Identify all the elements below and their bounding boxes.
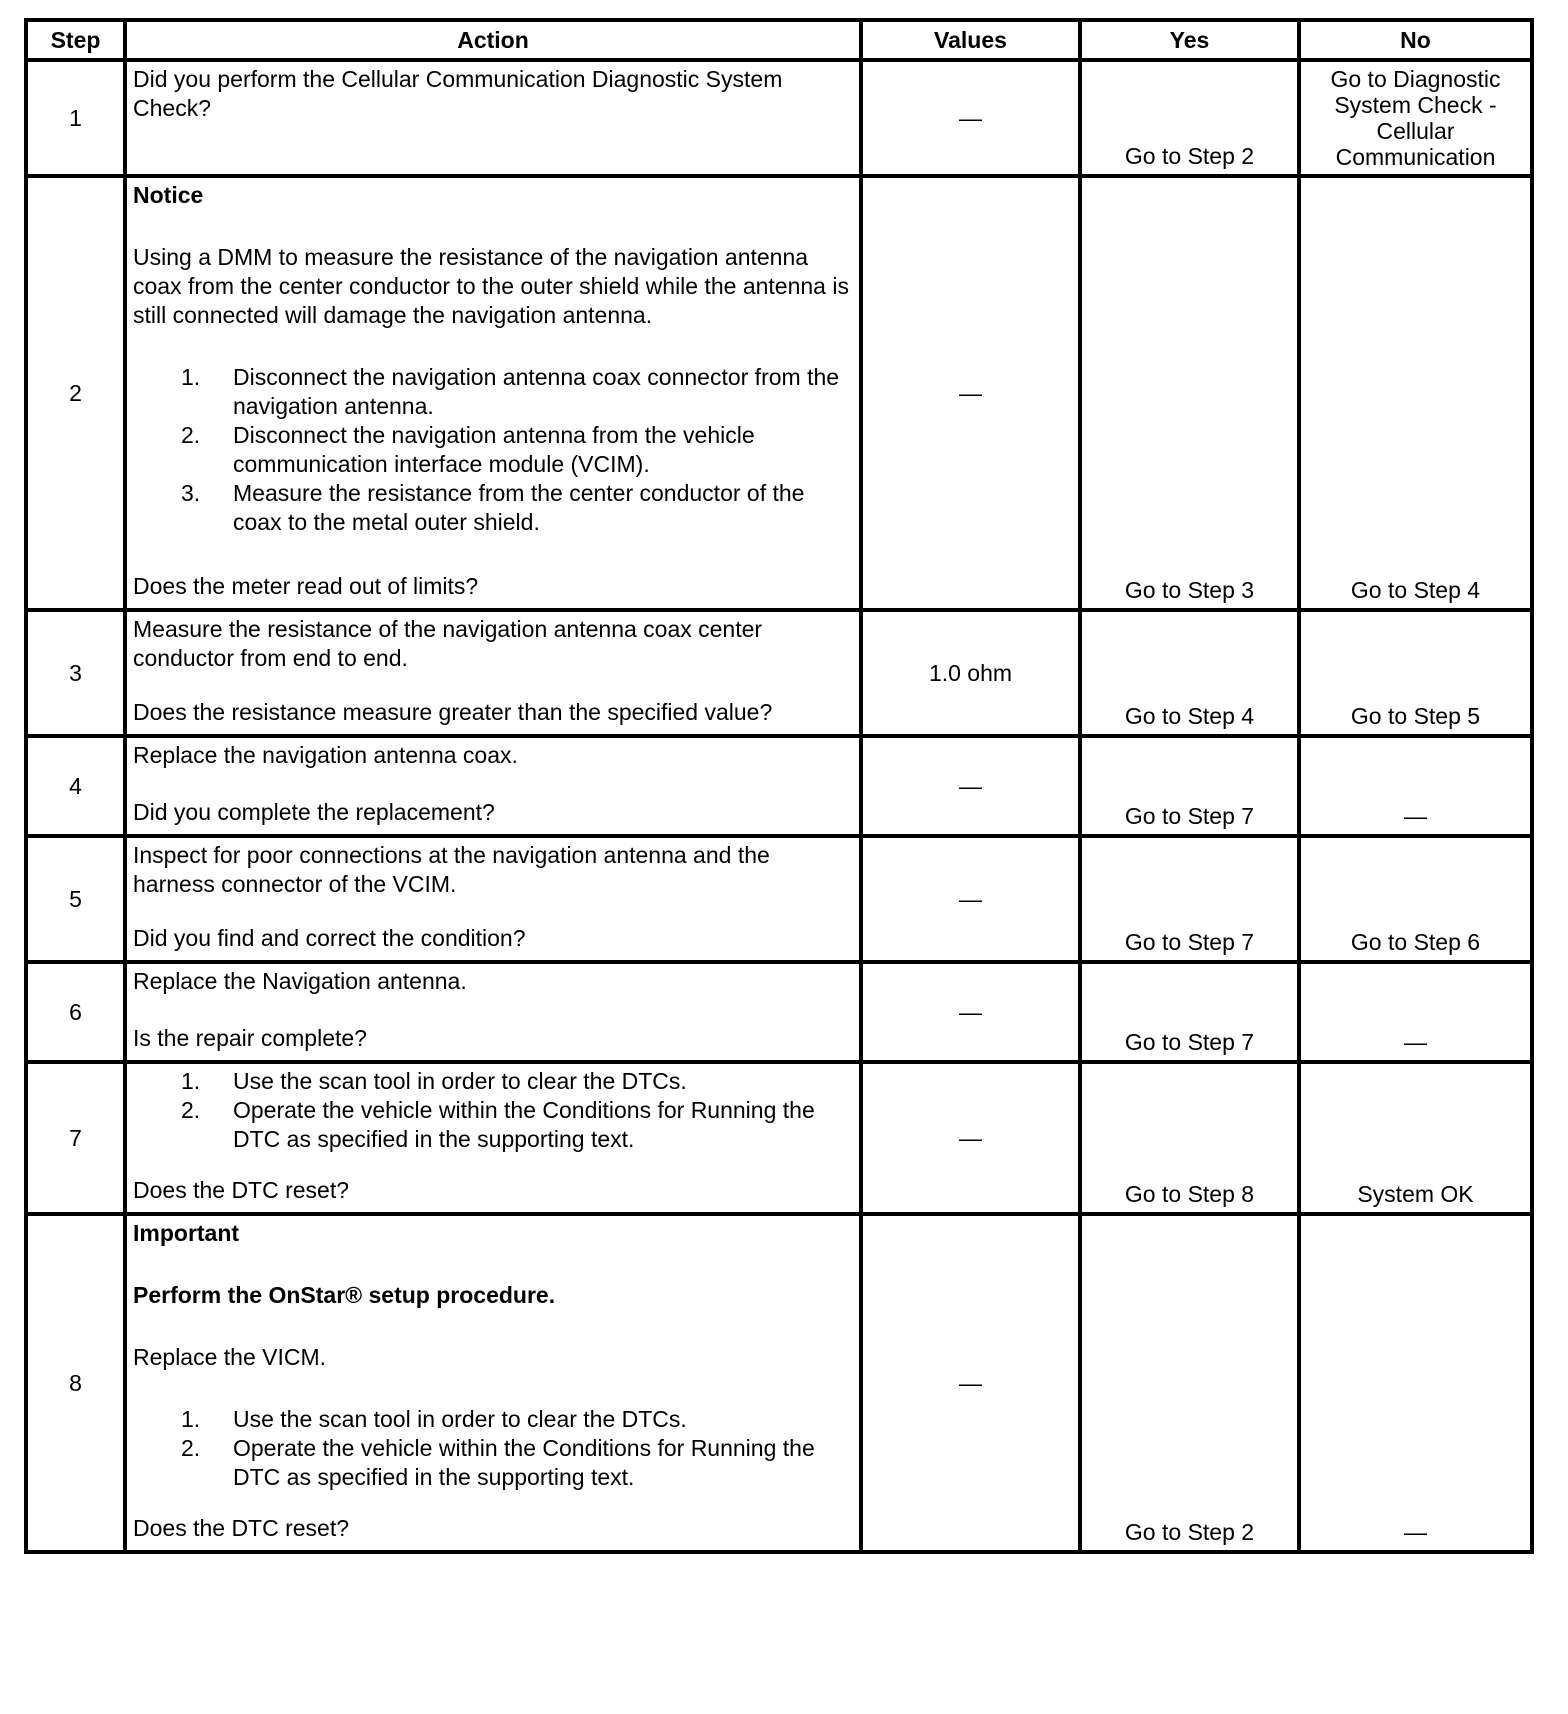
header-row: [26, 20, 1532, 60]
action-question: Did you complete the replacement?: [133, 799, 495, 825]
no-value: System OK: [1299, 1062, 1532, 1214]
values-cell: —: [861, 836, 1080, 962]
action-text: Did you perform the Cellular Communication Diagnostic System Check?: [133, 66, 783, 121]
no-link[interactable]: Go to Diagnostic System Check - Cellular Communication: [1299, 60, 1532, 176]
header-action: Action: [125, 20, 861, 60]
yes-link[interactable]: Go to Step 8: [1080, 1062, 1299, 1214]
list-item: 3. Measure the resistance from the center conductor of the coax to the metal outer shield.: [181, 480, 805, 535]
table-row: [26, 1214, 1532, 1552]
action-question: Did you find and correct the condition?: [133, 925, 526, 951]
action-cell: [125, 610, 861, 736]
header-values: Values: [861, 20, 1080, 60]
list-item: 2. Disconnect the navigation antenna from the vehicle communication interface module (VCIM).: [181, 422, 755, 477]
yes-link[interactable]: Go to Step 7: [1080, 736, 1299, 836]
yes-link[interactable]: Go to Step 4: [1080, 610, 1299, 736]
step-number: 5: [26, 836, 125, 962]
procedure-list: [133, 1067, 853, 1154]
action-question: Does the resistance measure greater than the specified value?: [133, 699, 773, 725]
header-no: No: [1299, 20, 1532, 60]
important-text: Perform the OnStar® setup procedure.: [133, 1282, 556, 1308]
no-value: —: [1299, 1214, 1532, 1552]
action-text: Replace the Navigation antenna.: [133, 968, 467, 994]
list-item: 2. Operate the vehicle within the Conditions for Running the DTC as specified in the supporting text.: [181, 1097, 815, 1152]
action-body: [133, 1219, 853, 1492]
action-text: Measure the resistance of the navigation antenna coax center conductor from end to end.: [133, 616, 763, 671]
step-number: 3: [26, 610, 125, 736]
action-text: Inspect for poor connections at the navigation antenna and the harness connector of the VCIM.: [133, 842, 770, 897]
yes-link[interactable]: Go to Step 7: [1080, 962, 1299, 1062]
action-cell: [125, 176, 861, 610]
step-number: 4: [26, 736, 125, 836]
step-number: 2: [26, 176, 125, 610]
no-link[interactable]: Go to Step 4: [1299, 176, 1532, 610]
diagnostic-table: [24, 18, 1534, 1554]
action-question: Is the repair complete?: [133, 1025, 367, 1051]
values-cell: 1.0 ohm: [861, 610, 1080, 736]
values-cell: —: [861, 176, 1080, 610]
step-number: 8: [26, 1214, 125, 1552]
action-cell: [125, 836, 861, 962]
no-value: —: [1299, 962, 1532, 1062]
table-row: [26, 176, 1532, 610]
yes-link[interactable]: Go to Step 2: [1080, 60, 1299, 176]
list-item: 2. Operate the vehicle within the Conditions for Running the DTC as specified in the supporting text.: [181, 1435, 815, 1490]
action-question: Does the meter read out of limits?: [133, 573, 479, 599]
table-row: [26, 1062, 1532, 1214]
values-cell: —: [861, 962, 1080, 1062]
action-text: Replace the navigation antenna coax.: [133, 742, 518, 768]
step-number: 7: [26, 1062, 125, 1214]
values-cell: —: [861, 60, 1080, 176]
list-item: 1. Use the scan tool in order to clear the DTCs.: [181, 1406, 687, 1432]
no-link[interactable]: Go to Step 6: [1299, 836, 1532, 962]
action-body: [133, 181, 853, 537]
action-cell: [125, 1062, 861, 1214]
yes-link[interactable]: Go to Step 7: [1080, 836, 1299, 962]
procedure-list: [133, 1405, 853, 1492]
procedure-list: [133, 363, 853, 537]
step-number: 1: [26, 60, 125, 176]
notice-title: Notice: [133, 182, 204, 208]
no-value: —: [1299, 736, 1532, 836]
action-cell: [125, 1214, 861, 1552]
notice-text: Using a DMM to measure the resistance of the navigation antenna coax from the center conductor to the outer shield while the antenna is still connected will damage the navigation antenna.: [133, 244, 849, 328]
action-question: Does the DTC reset?: [133, 1515, 350, 1541]
yes-link[interactable]: Go to Step 2: [1080, 1214, 1299, 1552]
important-title: Important: [133, 1220, 240, 1246]
yes-link[interactable]: Go to Step 3: [1080, 176, 1299, 610]
action-question: Does the DTC reset?: [133, 1177, 350, 1203]
values-cell: —: [861, 1214, 1080, 1552]
header-step: Step: [26, 20, 125, 60]
table-row: [26, 836, 1532, 962]
no-link[interactable]: Go to Step 5: [1299, 610, 1532, 736]
values-cell: —: [861, 736, 1080, 836]
table-row: [26, 736, 1532, 836]
action-cell: [125, 736, 861, 836]
step-number: 6: [26, 962, 125, 1062]
action-cell: [125, 962, 861, 1062]
list-item: 1. Disconnect the navigation antenna coax connector from the navigation antenna.: [181, 364, 840, 419]
action-text: Replace the VICM.: [133, 1344, 327, 1370]
table-row: [26, 610, 1532, 736]
values-cell: —: [861, 1062, 1080, 1214]
table-row: [26, 60, 1532, 176]
table-row: [26, 962, 1532, 1062]
list-item: 1. Use the scan tool in order to clear the DTCs.: [181, 1068, 687, 1094]
action-cell: [125, 60, 861, 176]
header-yes: Yes: [1080, 20, 1299, 60]
